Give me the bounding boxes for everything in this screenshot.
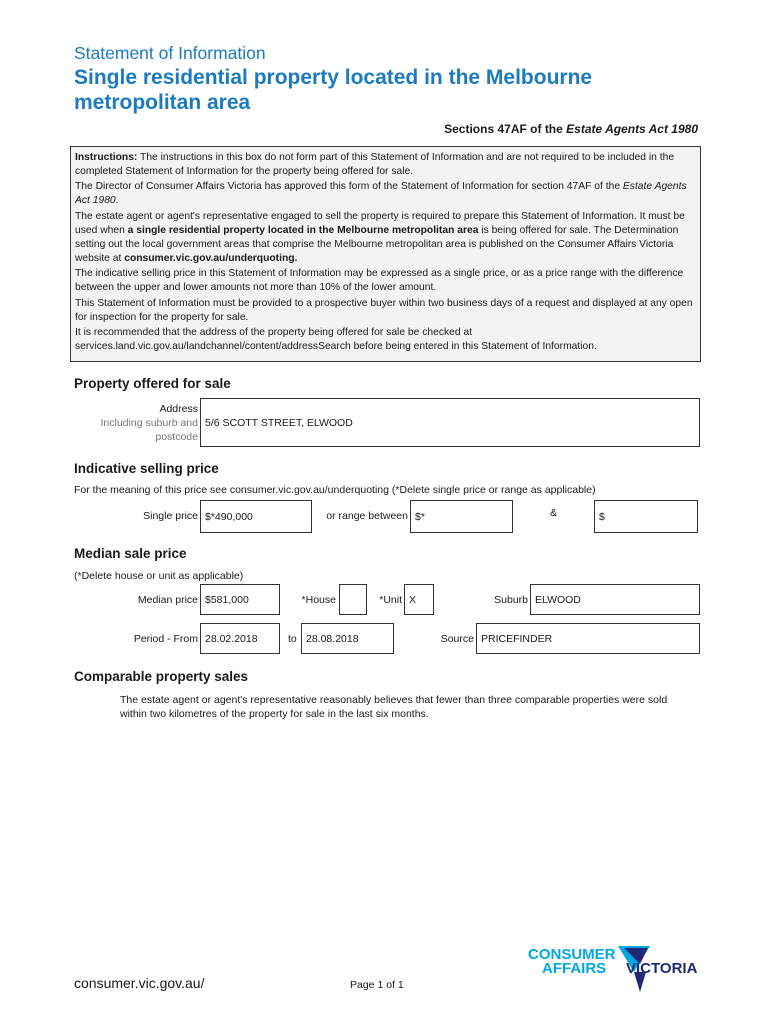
suburb-field[interactable] [530,584,700,615]
median-heading: Median sale price [74,546,187,561]
comparable-heading: Comparable property sales [74,669,249,684]
single-price-label: Single price [143,510,198,522]
indicative-heading: Indicative selling price [74,461,219,476]
instructions-p5: This Statement of Information must be provided to a prospective buyer within two business days of a request and displayed at any open for inspection for the property for sale. [75,297,693,323]
logo-line-3: VICTORIA [626,960,698,977]
median-note: (*Delete house or unit as applicable) [74,570,244,582]
range-from-field[interactable] [410,500,513,533]
house-label: *House [301,594,336,606]
instructions-p6: It is recommended that the address of the property being offered for sale be checked at services.land.vic.gov.au/landchannel/content/addressSearch before being entered in this Statement of Information. [75,327,597,353]
address-value: 5/6 SCOTT STREET, ELWOOD [205,417,353,429]
range-to-value: $ [599,510,605,523]
period-from-field[interactable] [200,623,280,654]
underquoting-link[interactable]: consumer.vic.gov.au/underquoting. [124,253,298,265]
source-value: PRICEFINDER [481,632,553,645]
range-to-field[interactable] [594,500,698,533]
instructions-p2-end: . [115,195,119,207]
median-price-value: $581,000 [205,593,249,606]
instructions-label: Instructions: [75,152,138,163]
address-sublabel-2: postcode [155,431,198,443]
instructions-p4: The indicative selling price in this Statement of Information may be expressed as a single price, or as a price range with the difference between the upper and lower amounts not more than 10% of the lower amount. [75,268,684,294]
address-sublabel-1: Including suburb and [100,417,198,429]
address-label: Address [159,403,198,415]
instructions-p3-a: The estate agent or agent's representative engaged to sell the property is required to prepare this Statement of Information. It must be used when [75,210,685,236]
suburb-value: ELWOOD [535,593,581,606]
sections-prefix: Sections 47AF of the [444,122,567,136]
instructions-p2 [75,180,696,208]
median-price-label: Median price [137,594,198,606]
instructions-p1-text: The instructions in this box do not form part of this Statement of Information and are not required to be included in the completed Statement of Information for the property being offered for sale. [75,152,675,178]
unit-value: X [409,593,417,606]
address-label-block [70,402,198,444]
document-kicker: Statement of Information [74,43,266,63]
property-heading: Property offered for sale [74,376,231,391]
unit-checkbox[interactable] [404,584,434,615]
median-price-field[interactable] [200,584,280,615]
instructions-p1 [75,151,696,179]
range-from-value: $* [415,510,425,523]
suburb-label: Suburb [494,594,528,606]
page-number: Page 1 of 1 [350,979,404,991]
instructions-p3 [75,210,696,266]
range-ampersand: & [550,507,558,519]
unit-label: *Unit [379,594,402,606]
footer-url[interactable]: consumer.vic.gov.au/ [74,975,205,991]
range-label: or range between [326,510,408,522]
period-to-field[interactable] [301,623,394,654]
instructions-box [70,146,701,362]
single-price-value: $*490,000 [205,510,253,523]
document-title: Single residential property located in the Melbourne metropolitan area [74,66,593,114]
period-from-label: Period - From [133,633,198,645]
sections-act: Estate Agents Act 1980 [566,122,698,136]
sections-reference [444,122,698,136]
indicative-note: For the meaning of this price see consumer.vic.gov.au/underquoting (*Delete single price or range as applicable) [74,484,596,496]
instructions-p2-text: The Director of Consumer Affairs Victoria has approved this form of the Statement of Information for section 47AF of the [75,181,623,193]
instructions-p2-act: Estate Agents Act 1980 [75,181,687,207]
single-price-field[interactable] [200,500,312,533]
period-to-value: 28.08.2018 [306,632,359,645]
logo-line-2: AFFAIRS [542,960,607,977]
source-label: Source [440,633,474,645]
period-to-label: to [288,633,297,645]
logo-line-1: CONSUMER [528,946,616,963]
consumer-affairs-victoria-logo [528,942,708,994]
address-field[interactable] [200,398,700,447]
instructions-p3-b: is being offered for sale. The Determination setting out the local government areas that comprise the Melbourne metropolitan area is published on the Consumer Affairs Victoria website at [75,224,679,265]
instructions-p3-bold: a single residential property located in the Melbourne metropolitan area [127,224,479,236]
comparable-text: The estate agent or agent's representative reasonably believes that fewer than three comparable properties were sold within two kilometres of the property for sale in the last six months. [120,694,668,720]
source-field[interactable] [476,623,700,654]
period-from-value: 28.02.2018 [205,632,258,645]
